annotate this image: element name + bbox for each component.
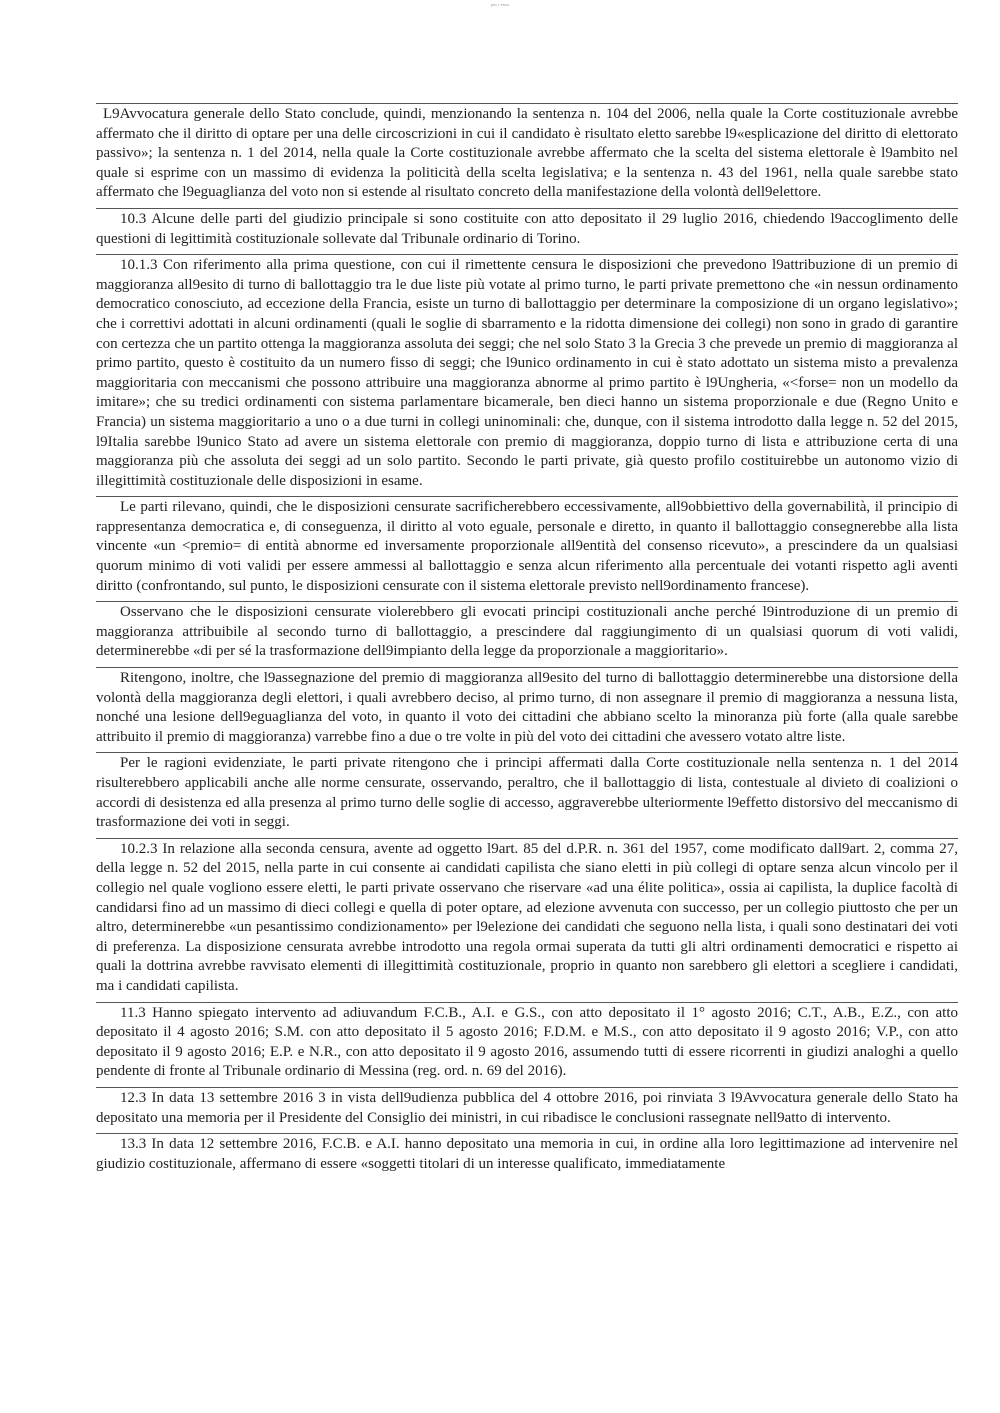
- paragraph-9: 11.3 Hanno spiegato intervento ad adiuvandum F.C.B., A.I. e G.S., con atto depositato il 1° agosto 2016; C.T., A.B., E.Z., con atto depositato il 4 agosto 2016; S.M. con atto depositato il 5 agosto 2016; F.D.M. e M.S., con atto depositato il 9 agosto 2016; V.P., con atto depositato il 9 agosto 2016; E.P. e N.R., con atto depositato il 9 agosto 2016, assumendo tutti di essere ricorrenti in giudizi analoghi a quello pendente di fronte al Tribunale ordinario di Messina (reg. ord. n. 69 del 2016).: [96, 1002, 958, 1086]
- page-header-mark: pec r esco: [490, 2, 510, 7]
- paragraph-4: Le parti rilevano, quindi, che le disposizioni censurate sacrificherebbero eccessivamente, all9obbiettivo della governabilità, il principio di rappresentanza democratica e, di conseguenza, il diritto al voto eguale, personale e diretto, in quanto il ballottaggio consegnerebbe alla lista vincente «un <premio= di entità abnorme ed inversamente proporzionale all9entità del consenso ricevuto», a prescindere da un qualsiasi quorum minimo di voti validi per essere ammessi al ballottaggio e senza alcun riferimento alla percentuale dei votanti rispetto agli aventi diritto (confrontando, sul punto, le disposizioni censurate con il sistema elettorale previsto nell9ordinamento francese).: [96, 496, 958, 600]
- document-body: [96, 103, 958, 1178]
- paragraph-10: 12.3 In data 13 settembre 2016 3 in vista dell9udienza pubblica del 4 ottobre 2016, poi rinviata 3 l9Avvocatura generale dello Stato ha depositato una memoria per il Presidente del Consiglio dei ministri, in cui ribadisce le conclusioni rassegnate nell9atto di intervento.: [96, 1087, 958, 1132]
- paragraph-1: L9Avvocatura generale dello Stato conclude, quindi, menzionando la sentenza n. 104 del 2006, nella quale la Corte costituzionale avrebbe affermato che il diritto di optare per una delle circoscrizioni in cui il candidato è risultato eletto sarebbe l9«esplicazione del diritto di elettorato passivo»; la sentenza n. 1 del 2014, nella quale la Corte costituzionale avrebbe affermato che la scelta del sistema elettorale è l9ambito nel quale si esprime con un massimo di evidenza la politicità della scelta legislativa; e la sentenza n. 43 del 1961, nella quale sarebbe stato affermato che l9eguaglianza del voto non si estende al risultato concreto della manifestazione della volontà dell9elettore.: [96, 103, 958, 207]
- paragraph-8: 10.2.3 In relazione alla seconda censura, avente ad oggetto l9art. 85 del d.P.R. n. 361 del 1957, come modificato dall9art. 2, comma 27, della legge n. 52 del 2015, nella parte in cui consente ai candidati capilista che siano eletti in più collegi di optare senza alcun vincolo per il collegio nel quale vogliono essere eletti, le parti private osservano che riservare «ad una élite politica», ossia ai capilista, la duplice facoltà di candidarsi fino ad un massimo di dieci collegi e quella di poter optare, ad elezione avvenuta con successo, per un collegio piuttosto che per un altro, determinerebbe «un pesantissimo condizionamento» per l9elezione dei candidati che seguono nella lista, i quali sono destinatari dei voti di preferenza. La disposizione censurata avrebbe introdotto una regola ormai superata da tutti gli altri ordinamenti democratici e rispetto ai quali la dottrina avrebbe ravvisato elementi di illegittimità costituzionale, proprio in quanto non sarebbero gli elettori a scegliere i candidati, ma i candidati capilista.: [96, 838, 958, 1001]
- paragraph-5: Osservano che le disposizioni censurate violerebbero gli evocati principi costituzionali anche perché l9introduzione di un premio di maggioranza attribuibile al secondo turno di ballottaggio, a prescindere dal raggiungimento di un qualsiasi quorum di voti validi, determinerebbe «di per sé la trasformazione dell9impianto della legge da proporzionale a maggioritario».: [96, 601, 958, 666]
- paragraph-7: Per le ragioni evidenziate, le parti private ritengono che i principi affermati dalla Corte costituzionale nella sentenza n. 1 del 2014 risulterebbero applicabili anche alle norme censurate, osservando, peraltro, che il ballottaggio di lista, contestuale al divieto di coalizioni o accordi di desistenza ed alla presenza al primo turno delle soglie di accesso, aggraverebbe ulteriormente l9effetto distorsivo del meccanismo di trasformazione dei voti in seggi.: [96, 752, 958, 836]
- paragraph-11: 13.3 In data 12 settembre 2016, F.C.B. e A.I. hanno depositato una memoria in cui, in ordine alla loro legittimazione ad intervenire nel giudizio costituzionale, affermano di essere «soggetti titolari di un interesse qualificato, immediatamente: [96, 1133, 958, 1178]
- paragraph-6: Ritengono, inoltre, che l9assegnazione del premio di maggioranza all9esito del turno di ballottaggio determinerebbe una distorsione della volontà della maggioranza degli elettori, i quali avrebbero deciso, al primo turno, di non assegnare il premio di maggioranza a nessuna lista, nonché una lesione dell9eguaglianza del voto, in quanto il voto dei cittadini che abbiano scelto la minoranza più forte (alla quale sarebbe attribuito il premio di maggioranza) varrebbe fino a due o tre volte in più del voto dei cittadini che avessero votato altre liste.: [96, 667, 958, 751]
- paragraph-2: 10.3 Alcune delle parti del giudizio principale si sono costituite con atto depositato il 29 luglio 2016, chiedendo l9accoglimento delle questioni di legittimità costituzionale sollevate dal Tribunale ordinario di Torino.: [96, 208, 958, 253]
- paragraph-3: 10.1.3 Con riferimento alla prima questione, con cui il rimettente censura le disposizioni che prevedono l9attribuzione di un premio di maggioranza all9esito di turno di ballottaggio tra le due liste più votate al primo turno, le parti private premettono che «in nessun ordinamento democratico conosciuto, ad eccezione della Francia, esiste un turno di ballottaggio per determinare la composizione di un organo legislativo»; che i correttivi adottati in alcuni ordinamenti (quali le soglie di sbarramento e la ridotta dimensione dei collegi) non sono in grado di garantire con certezza che un partito ottenga la maggioranza assoluta dei seggi; che nel solo Stato 3 la Grecia 3 che prevede un premio di maggioranza al primo partito, questo è costituito da un numero fisso di seggi; che l9unico ordinamento in cui è stato adottato un sistema misto a prevalenza maggioritaria con meccanismi che possono attribuire una maggioranza abnorme al primo partito è l9Ungheria, «<forse= non un modello da imitare»; che su tredici ordinamenti con sistema parlamentare bicamerale, ben dieci hanno un sistema proporzionale e due (Regno Unito e Francia) un sistema maggioritario a uno o a due turni in collegi uninominali: che, dunque, con il sistema introdotto dalla legge n. 52 del 2015, l9Italia sarebbe l9unico Stato ad avere un sistema elettorale con premio di maggioranza, doppio turno di lista e attribuzione certa di una maggioranza più che assoluta dei seggi ad un solo partito. Secondo le parti private, già questo profilo costituirebbe un autonomo vizio di illegittimità costituzionale delle disposizioni in esame.: [96, 254, 958, 495]
